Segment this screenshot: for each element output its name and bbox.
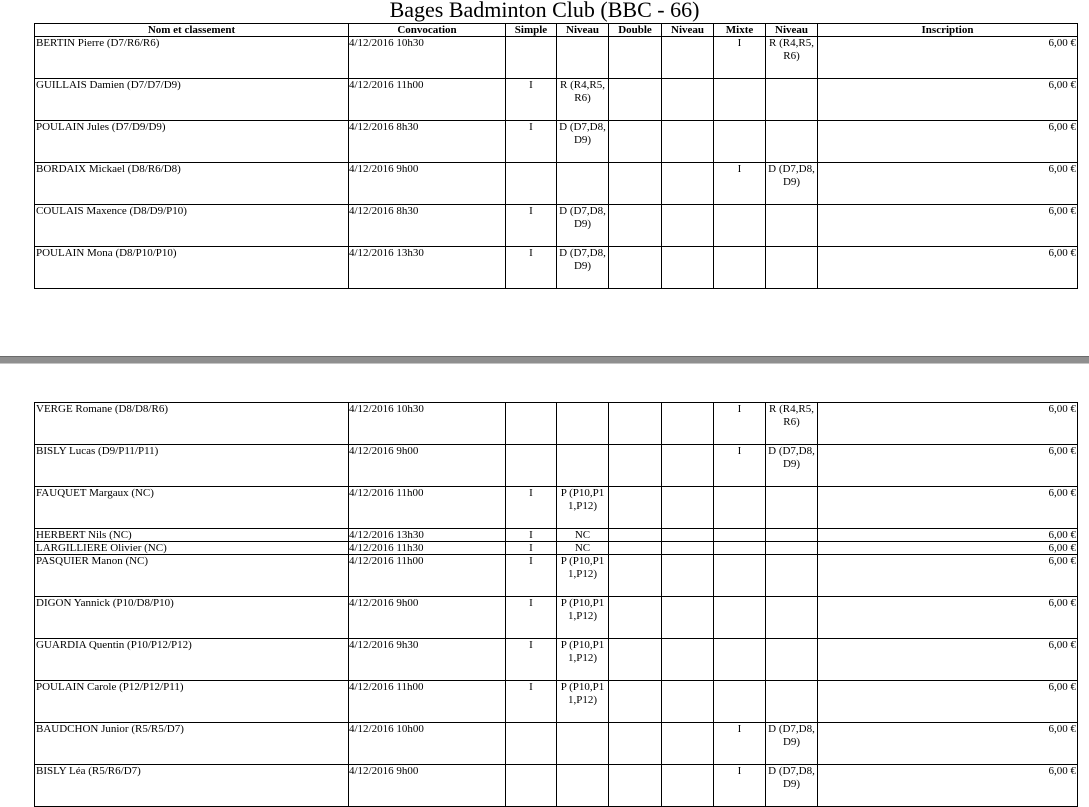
cell-double [609, 403, 662, 445]
cell-simple [506, 163, 557, 205]
cell-double [609, 163, 662, 205]
cell-simple [506, 403, 557, 445]
cell-niveau-double [662, 555, 714, 597]
cell-inscription: 6,00 € [818, 247, 1078, 289]
table-row [35, 37, 1078, 79]
cell-name: DIGON Yannick (P10/D8/P10) [35, 597, 349, 639]
cell-niveau-double [662, 79, 714, 121]
cell-simple: I [506, 597, 557, 639]
cell-simple: I [506, 121, 557, 163]
registration-table-page-1 [34, 23, 1078, 289]
cell-mixte [714, 529, 766, 542]
cell-niveau-mixte [766, 681, 818, 723]
cell-convocation: 4/12/2016 9h30 [349, 639, 506, 681]
cell-mixte [714, 542, 766, 555]
cell-niveau-simple: R (R4,R5,R6) [557, 79, 609, 121]
cell-convocation: 4/12/2016 8h30 [349, 121, 506, 163]
cell-name: BISLY Léa (R5/R6/D7) [35, 765, 349, 807]
cell-niveau-simple: P (P10,P11,P12) [557, 555, 609, 597]
cell-name: FAUQUET Margaux (NC) [35, 487, 349, 529]
cell-niveau-double [662, 37, 714, 79]
header-niveau-simple: Niveau [557, 24, 609, 37]
cell-simple: I [506, 542, 557, 555]
table-row [35, 681, 1078, 723]
table-row [35, 247, 1078, 289]
cell-name: LARGILLIERE Olivier (NC) [35, 542, 349, 555]
cell-niveau-mixte [766, 487, 818, 529]
cell-convocation: 4/12/2016 11h00 [349, 681, 506, 723]
cell-niveau-mixte [766, 247, 818, 289]
cell-name: BISLY Lucas (D9/P11/P11) [35, 445, 349, 487]
cell-name: BAUDCHON Junior (R5/R5/D7) [35, 723, 349, 765]
cell-name: VERGE Romane (D8/D8/R6) [35, 403, 349, 445]
cell-niveau-mixte [766, 205, 818, 247]
cell-niveau-mixte: R (R4,R5,R6) [766, 403, 818, 445]
cell-name: POULAIN Carole (P12/P12/P11) [35, 681, 349, 723]
cell-convocation: 4/12/2016 9h00 [349, 597, 506, 639]
cell-convocation: 4/12/2016 10h00 [349, 723, 506, 765]
cell-mixte [714, 121, 766, 163]
header-mixte: Mixte [714, 24, 766, 37]
cell-name: GUARDIA Quentin (P10/P12/P12) [35, 639, 349, 681]
cell-inscription: 6,00 € [818, 37, 1078, 79]
document-page-1 [0, 0, 1089, 356]
cell-simple: I [506, 639, 557, 681]
cell-niveau-simple: P (P10,P11,P12) [557, 681, 609, 723]
cell-simple: I [506, 487, 557, 529]
cell-double [609, 487, 662, 529]
cell-niveau-simple [557, 37, 609, 79]
cell-name: COULAIS Maxence (D8/D9/P10) [35, 205, 349, 247]
cell-niveau-mixte [766, 79, 818, 121]
cell-mixte: I [714, 403, 766, 445]
header-convocation: Convocation [349, 24, 506, 37]
cell-inscription: 6,00 € [818, 121, 1078, 163]
cell-simple [506, 723, 557, 765]
table-row [35, 639, 1078, 681]
cell-double [609, 445, 662, 487]
table-row [35, 205, 1078, 247]
cell-simple [506, 37, 557, 79]
document-page-2 [0, 364, 1089, 791]
cell-simple: I [506, 529, 557, 542]
cell-convocation: 4/12/2016 11h00 [349, 555, 506, 597]
cell-convocation: 4/12/2016 11h00 [349, 487, 506, 529]
header-inscription: Inscription [818, 24, 1078, 37]
cell-niveau-mixte: D (D7,D8,D9) [766, 163, 818, 205]
header-simple: Simple [506, 24, 557, 37]
cell-simple [506, 445, 557, 487]
header-double: Double [609, 24, 662, 37]
cell-niveau-double [662, 597, 714, 639]
cell-niveau-mixte [766, 542, 818, 555]
cell-convocation: 4/12/2016 8h30 [349, 205, 506, 247]
cell-convocation: 4/12/2016 11h30 [349, 542, 506, 555]
cell-niveau-simple [557, 445, 609, 487]
cell-niveau-mixte: D (D7,D8,D9) [766, 723, 818, 765]
cell-double [609, 723, 662, 765]
cell-convocation: 4/12/2016 9h00 [349, 765, 506, 807]
table-row [35, 597, 1078, 639]
table-row [35, 723, 1078, 765]
cell-double [609, 37, 662, 79]
cell-niveau-double [662, 765, 714, 807]
cell-niveau-double [662, 403, 714, 445]
cell-niveau-simple [557, 163, 609, 205]
cell-niveau-mixte [766, 639, 818, 681]
page-separator [0, 356, 1089, 364]
cell-niveau-simple: D (D7,D8,D9) [557, 247, 609, 289]
cell-name: POULAIN Jules (D7/D9/D9) [35, 121, 349, 163]
cell-inscription: 6,00 € [818, 639, 1078, 681]
cell-niveau-simple: P (P10,P11,P12) [557, 639, 609, 681]
table-row [35, 445, 1078, 487]
cell-mixte [714, 487, 766, 529]
cell-niveau-simple: D (D7,D8,D9) [557, 205, 609, 247]
cell-niveau-mixte [766, 529, 818, 542]
cell-niveau-simple: P (P10,P11,P12) [557, 597, 609, 639]
cell-inscription: 6,00 € [818, 597, 1078, 639]
cell-convocation: 4/12/2016 10h30 [349, 403, 506, 445]
table-row [35, 765, 1078, 807]
cell-simple: I [506, 79, 557, 121]
cell-inscription: 6,00 € [818, 555, 1078, 597]
table-row [35, 542, 1078, 555]
cell-niveau-simple: P (P10,P11,P12) [557, 487, 609, 529]
cell-mixte [714, 555, 766, 597]
table-row [35, 163, 1078, 205]
cell-mixte [714, 681, 766, 723]
cell-double [609, 529, 662, 542]
cell-niveau-simple [557, 765, 609, 807]
cell-inscription: 6,00 € [818, 205, 1078, 247]
cell-name: BORDAIX Mickael (D8/R6/D8) [35, 163, 349, 205]
cell-niveau-double [662, 639, 714, 681]
cell-niveau-double [662, 445, 714, 487]
cell-niveau-mixte: D (D7,D8,D9) [766, 445, 818, 487]
cell-name: HERBERT Nils (NC) [35, 529, 349, 542]
table-row [35, 555, 1078, 597]
cell-niveau-simple [557, 403, 609, 445]
cell-name: PASQUIER Manon (NC) [35, 555, 349, 597]
registration-table-page-2 [34, 402, 1078, 807]
cell-inscription: 6,00 € [818, 765, 1078, 807]
cell-inscription: 6,00 € [818, 723, 1078, 765]
cell-simple: I [506, 205, 557, 247]
cell-double [609, 79, 662, 121]
cell-simple [506, 765, 557, 807]
cell-niveau-double [662, 247, 714, 289]
cell-niveau-simple: NC [557, 529, 609, 542]
cell-double [609, 765, 662, 807]
cell-convocation: 4/12/2016 13h30 [349, 247, 506, 289]
table-header-row [35, 24, 1078, 37]
cell-inscription: 6,00 € [818, 487, 1078, 529]
cell-niveau-simple [557, 723, 609, 765]
cell-mixte: I [714, 37, 766, 79]
cell-double [609, 555, 662, 597]
cell-niveau-double [662, 681, 714, 723]
cell-niveau-double [662, 205, 714, 247]
cell-niveau-double [662, 529, 714, 542]
cell-niveau-simple: D (D7,D8,D9) [557, 121, 609, 163]
cell-name: POULAIN Mona (D8/P10/P10) [35, 247, 349, 289]
table-row [35, 487, 1078, 529]
cell-mixte [714, 597, 766, 639]
cell-convocation: 4/12/2016 10h30 [349, 37, 506, 79]
table-row [35, 529, 1078, 542]
cell-name: GUILLAIS Damien (D7/D7/D9) [35, 79, 349, 121]
cell-mixte [714, 79, 766, 121]
cell-niveau-mixte: D (D7,D8,D9) [766, 765, 818, 807]
cell-inscription: 6,00 € [818, 542, 1078, 555]
cell-niveau-mixte [766, 597, 818, 639]
cell-mixte: I [714, 445, 766, 487]
cell-mixte: I [714, 163, 766, 205]
page-title: Bages Badminton Club (BBC - 66) [389, 0, 700, 22]
cell-mixte [714, 205, 766, 247]
cell-inscription: 6,00 € [818, 403, 1078, 445]
cell-double [609, 597, 662, 639]
cell-mixte: I [714, 765, 766, 807]
cell-inscription: 6,00 € [818, 163, 1078, 205]
cell-niveau-double [662, 163, 714, 205]
cell-niveau-mixte [766, 121, 818, 163]
header-niveau-double: Niveau [662, 24, 714, 37]
cell-inscription: 6,00 € [818, 529, 1078, 542]
cell-double [609, 639, 662, 681]
cell-niveau-double [662, 487, 714, 529]
cell-double [609, 542, 662, 555]
cell-mixte [714, 639, 766, 681]
cell-convocation: 4/12/2016 9h00 [349, 163, 506, 205]
cell-double [609, 681, 662, 723]
cell-simple: I [506, 555, 557, 597]
table-row [35, 403, 1078, 445]
cell-niveau-double [662, 542, 714, 555]
cell-inscription: 6,00 € [818, 445, 1078, 487]
cell-simple: I [506, 247, 557, 289]
cell-inscription: 6,00 € [818, 79, 1078, 121]
cell-mixte: I [714, 723, 766, 765]
table-row [35, 79, 1078, 121]
header-name: Nom et classement [35, 24, 349, 37]
cell-inscription: 6,00 € [818, 681, 1078, 723]
cell-convocation: 4/12/2016 9h00 [349, 445, 506, 487]
cell-niveau-simple: NC [557, 542, 609, 555]
cell-niveau-mixte: R (R4,R5,R6) [766, 37, 818, 79]
table-row [35, 121, 1078, 163]
cell-niveau-double [662, 723, 714, 765]
header-niveau-mixte: Niveau [766, 24, 818, 37]
cell-double [609, 247, 662, 289]
cell-niveau-mixte [766, 555, 818, 597]
cell-double [609, 121, 662, 163]
cell-niveau-double [662, 121, 714, 163]
cell-name: BERTIN Pierre (D7/R6/R6) [35, 37, 349, 79]
cell-convocation: 4/12/2016 11h00 [349, 79, 506, 121]
cell-simple: I [506, 681, 557, 723]
cell-double [609, 205, 662, 247]
cell-convocation: 4/12/2016 13h30 [349, 529, 506, 542]
cell-mixte [714, 247, 766, 289]
